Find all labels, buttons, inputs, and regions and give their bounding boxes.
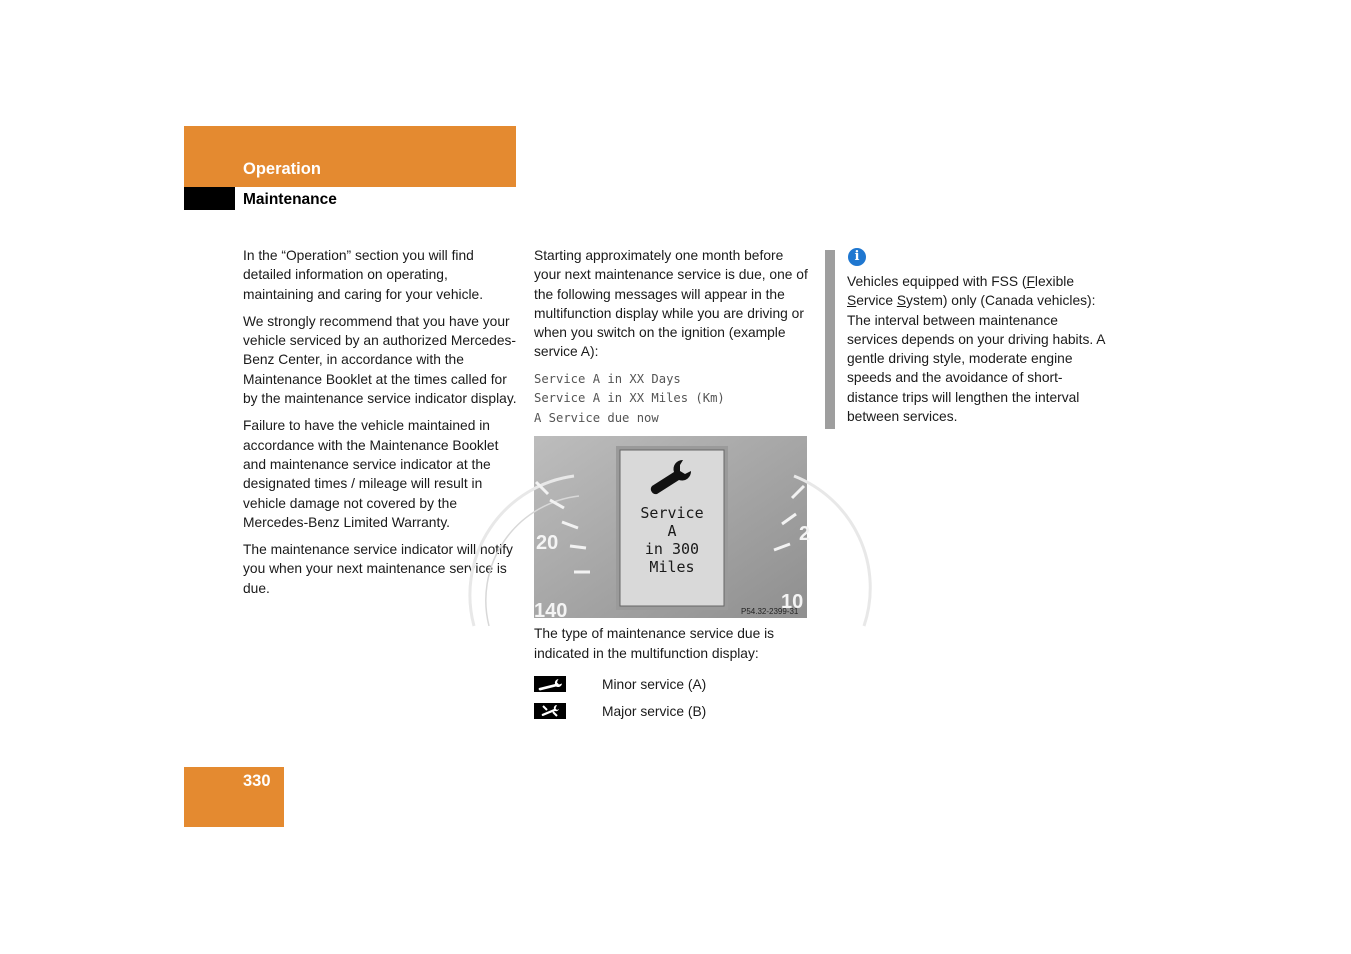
- symbol-label: Major service (B): [602, 703, 707, 719]
- double-wrench-icon: [534, 703, 566, 719]
- info-note: Vehicles equipped with FSS (Flexible Service System) only (Canada vehicles): The interval between maintenance services depends on your driving habits. A gentle driving style, moderate engine speeds and the avoidance of short-distance trips will lengthen the interval between services.: [847, 274, 1105, 425]
- after-photo-paragraph: The type of maintenance service due is indicated in the multifunction display:: [534, 626, 775, 661]
- gauge-label: 20: [536, 532, 559, 555]
- display-line: Miles: [649, 558, 695, 577]
- display-line: A: [667, 522, 677, 541]
- display-line: in 300: [644, 540, 700, 559]
- wrench-icon: [534, 676, 566, 692]
- paragraph: We strongly recommend that you have your vehicle serviced by an authorized Mercedes-Benz Center, in accordance with the Maintenance Booklet at the times called for by the maintenance service indicator display.: [243, 313, 517, 407]
- display-message: Service A in XX Days: [534, 371, 681, 386]
- paragraph: In the “Operation” section you will find detailed information on operating, maintaining and caring for your vehicle.: [243, 248, 484, 302]
- photo-ref-code: P54.32-2399-31: [741, 607, 799, 617]
- display-line: Service: [640, 504, 704, 523]
- page-number: 330: [243, 772, 271, 790]
- display-message: A Service due now: [534, 410, 659, 425]
- display-message: Service A in XX Miles (Km): [534, 391, 725, 406]
- gauge-label: 2: [799, 523, 811, 546]
- gauge-label: 10: [781, 591, 804, 614]
- paragraph: Failure to have the vehicle maintained in accordance with the Maintenance Booklet and maintenance service indicator at the designated times / mileage will result in vehicle damage not covered by the Mercedes-Benz Limited Warranty.: [243, 418, 499, 530]
- intro-paragraph: Starting approximately one month before your next maintenance service is due, one of the following messages will appear in the multifunction display while you are driving or when you switch on the ignition (example service A):: [534, 248, 808, 360]
- info-icon: i: [848, 248, 866, 266]
- info-sidebar-bar: [825, 250, 835, 429]
- section-title: Operation: [243, 160, 321, 178]
- symbol-label: Minor service (A): [602, 676, 707, 692]
- instrument-cluster-photo: [534, 436, 811, 623]
- column-middle: [534, 246, 809, 725]
- subsection-title: Maintenance: [243, 191, 337, 208]
- paragraph: The maintenance service indicator will notify you when your next maintenance service is due.: [243, 542, 513, 596]
- gauge-label: 140: [534, 600, 568, 623]
- symbol-row-minor: [534, 671, 809, 698]
- symbol-row-major: [534, 698, 809, 725]
- display-messages: [534, 370, 809, 429]
- header-bar: [184, 126, 516, 187]
- subsection-marker: [184, 187, 235, 210]
